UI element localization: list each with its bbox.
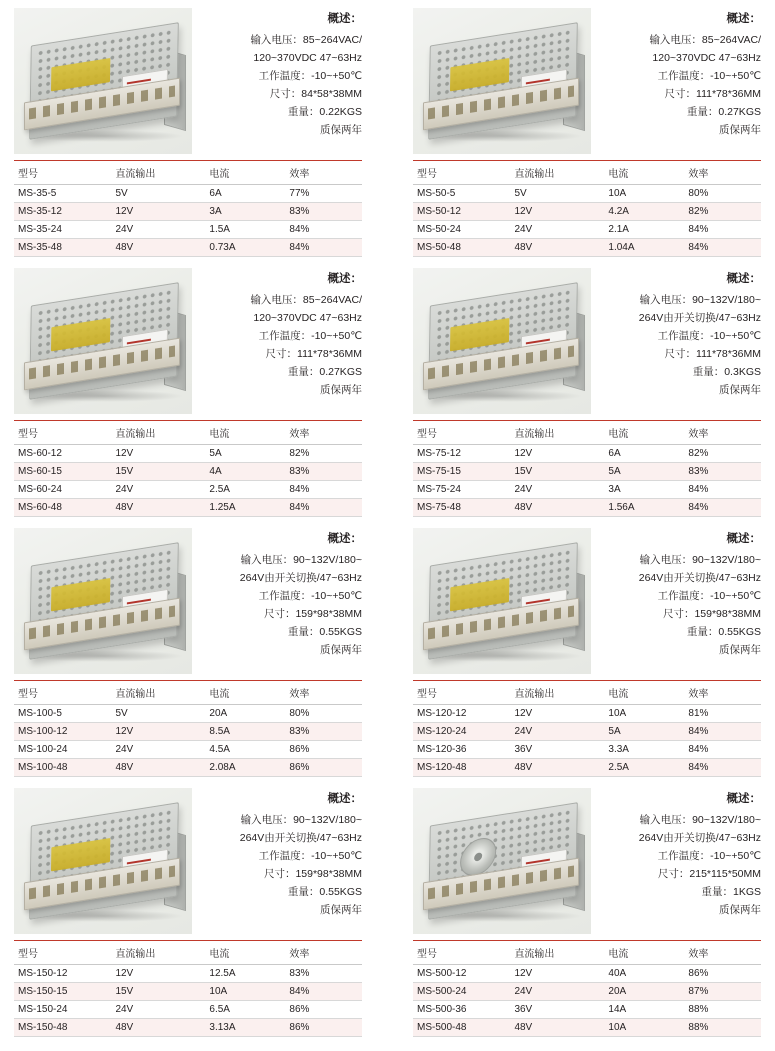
spec-cell: 88% — [684, 1001, 761, 1019]
spec-line: 工作温度：-10~+50℃ — [258, 69, 362, 82]
table-row — [413, 463, 761, 481]
product-block — [413, 8, 761, 257]
model-spec-table — [413, 940, 761, 1037]
spec-cell: 12V — [111, 965, 205, 983]
spec-line: 质保两年 — [320, 384, 362, 396]
model-spec-table — [14, 420, 362, 517]
spec-summary — [591, 268, 761, 399]
spec-cell: 86% — [285, 1019, 362, 1037]
spec-line: 重量：0.22KGS — [287, 105, 362, 118]
table-row — [413, 983, 761, 1001]
model-number-cell: MS-100-24 — [14, 741, 111, 759]
spec-cell: 4A — [205, 463, 285, 481]
spec-line: 尺寸：111*78*36MM — [664, 87, 761, 100]
table-row — [14, 741, 362, 759]
model-number-cell: MS-75-48 — [413, 499, 510, 517]
power-supply-photo — [14, 528, 192, 674]
column-header: 效率 — [684, 421, 761, 445]
spec-cell: 10A — [604, 705, 684, 723]
spec-line: 尺寸：111*78*36MM — [664, 347, 761, 360]
spec-summary — [192, 8, 362, 139]
column-header: 型号 — [14, 161, 111, 185]
spec-cell: 2.08A — [205, 759, 285, 777]
spec-line: 输入电压：90~132V/180~ — [240, 553, 362, 566]
spec-cell: 12V — [111, 723, 205, 741]
model-spec-table — [413, 680, 761, 777]
spec-line: 质保两年 — [719, 124, 761, 136]
spec-cell: 15V — [111, 463, 205, 481]
spec-cell: 12V — [510, 203, 604, 221]
spec-line: 重量：0.55KGS — [686, 625, 761, 638]
table-header-row — [413, 421, 761, 445]
table-row — [14, 185, 362, 203]
model-number-cell: MS-35-12 — [14, 203, 111, 221]
table-header-row — [413, 681, 761, 705]
spec-cell: 24V — [510, 481, 604, 499]
spec-cell: 84% — [684, 741, 761, 759]
spec-cell: 88% — [684, 1019, 761, 1037]
spec-cell: 3A — [604, 481, 684, 499]
spec-cell: 24V — [510, 983, 604, 1001]
product-block — [14, 528, 362, 777]
spec-line: 质保两年 — [719, 644, 761, 656]
spec-cell: 81% — [684, 705, 761, 723]
product-block — [413, 788, 761, 1037]
spec-cell: 84% — [684, 481, 761, 499]
model-spec-table — [413, 160, 761, 257]
model-spec-table — [14, 160, 362, 257]
spec-cell: 86% — [285, 759, 362, 777]
model-number-cell: MS-120-12 — [413, 705, 510, 723]
spec-line: 120~370VDC 47~63Hz — [652, 51, 761, 64]
spec-line: 重量：1KGS — [701, 885, 761, 898]
product-block — [413, 268, 761, 517]
model-spec-table — [14, 940, 362, 1037]
table-row — [14, 965, 362, 983]
column-header: 型号 — [413, 941, 510, 965]
spec-cell: 3.13A — [205, 1019, 285, 1037]
spec-cell: 15V — [111, 983, 205, 1001]
spec-cell: 84% — [684, 723, 761, 741]
spec-line: 重量：0.55KGS — [287, 885, 362, 898]
table-header-row — [14, 421, 362, 445]
column-header: 直流输出 — [111, 681, 205, 705]
spec-summary — [192, 788, 362, 919]
spec-line: 264V由开关切换/47~63Hz — [638, 831, 761, 844]
column-header: 直流输出 — [510, 161, 604, 185]
product-block — [14, 268, 362, 517]
table-row — [413, 723, 761, 741]
column-header: 效率 — [684, 681, 761, 705]
table-row — [14, 759, 362, 777]
spec-line: 质保两年 — [320, 904, 362, 916]
table-row — [413, 203, 761, 221]
spec-cell: 24V — [111, 481, 205, 499]
spec-cell: 24V — [510, 723, 604, 741]
spec-line: 输入电压：90~132V/180~ — [639, 813, 761, 826]
spec-cell: 82% — [285, 445, 362, 463]
spec-summary-title: 概述： — [327, 273, 362, 285]
spec-cell: 10A — [205, 983, 285, 1001]
spec-cell: 6A — [205, 185, 285, 203]
table-row — [413, 221, 761, 239]
model-number-cell: MS-50-5 — [413, 185, 510, 203]
spec-cell: 86% — [285, 1001, 362, 1019]
column-header: 直流输出 — [111, 161, 205, 185]
spec-line: 工作温度：-10~+50℃ — [258, 589, 362, 602]
spec-cell: 1.04A — [604, 239, 684, 257]
model-number-cell: MS-150-48 — [14, 1019, 111, 1037]
spec-summary-title: 概述： — [327, 533, 362, 545]
column-header: 效率 — [285, 681, 362, 705]
product-block — [14, 8, 362, 257]
spec-cell: 4.2A — [604, 203, 684, 221]
table-row — [413, 705, 761, 723]
spec-cell: 86% — [684, 965, 761, 983]
spec-cell: 12.5A — [205, 965, 285, 983]
spec-cell: 1.5A — [205, 221, 285, 239]
model-number-cell: MS-75-15 — [413, 463, 510, 481]
spec-cell: 5A — [604, 723, 684, 741]
product-block — [14, 788, 362, 1037]
table-header-row — [14, 941, 362, 965]
table-row — [14, 203, 362, 221]
spec-cell: 1.25A — [205, 499, 285, 517]
spec-line: 尺寸：111*78*36MM — [265, 347, 362, 360]
power-supply-photo — [413, 788, 591, 934]
spec-cell: 2.5A — [205, 481, 285, 499]
column-header: 直流输出 — [111, 421, 205, 445]
spec-line: 尺寸：215*115*50MM — [657, 867, 761, 880]
model-number-cell: MS-500-36 — [413, 1001, 510, 1019]
column-header: 直流输出 — [510, 421, 604, 445]
spec-cell: 3A — [205, 203, 285, 221]
power-supply-photo — [14, 8, 192, 154]
spec-cell: 87% — [684, 983, 761, 1001]
spec-line: 输入电压：90~132V/180~ — [639, 293, 761, 306]
spec-cell: 48V — [111, 499, 205, 517]
power-supply-photo — [413, 8, 591, 154]
model-number-cell: MS-100-5 — [14, 705, 111, 723]
spec-line: 尺寸：84*58*38MM — [269, 87, 362, 100]
column-header: 效率 — [684, 161, 761, 185]
column-header: 电流 — [604, 681, 684, 705]
spec-cell: 84% — [285, 499, 362, 517]
model-number-cell: MS-35-24 — [14, 221, 111, 239]
table-row — [14, 1019, 362, 1037]
product-header — [14, 8, 362, 156]
spec-cell: 20A — [604, 983, 684, 1001]
spec-line: 工作温度：-10~+50℃ — [258, 329, 362, 342]
spec-line: 输入电压：85~264VAC/ — [649, 33, 761, 46]
spec-summary-title: 概述： — [327, 13, 362, 25]
table-row — [14, 499, 362, 517]
model-number-cell: MS-500-24 — [413, 983, 510, 1001]
table-row — [413, 445, 761, 463]
column-header: 效率 — [285, 941, 362, 965]
table-row — [14, 481, 362, 499]
column-header: 电流 — [205, 681, 285, 705]
table-row — [14, 239, 362, 257]
spec-cell: 82% — [684, 203, 761, 221]
spec-cell: 77% — [285, 185, 362, 203]
spec-line: 重量：0.27KGS — [287, 365, 362, 378]
model-number-cell: MS-500-12 — [413, 965, 510, 983]
spec-line: 输入电压：90~132V/180~ — [240, 813, 362, 826]
spec-cell: 82% — [684, 445, 761, 463]
spec-cell: 2.1A — [604, 221, 684, 239]
product-header — [14, 528, 362, 676]
spec-summary — [192, 268, 362, 399]
spec-summary — [591, 528, 761, 659]
spec-line: 质保两年 — [320, 644, 362, 656]
spec-cell: 10A — [604, 1019, 684, 1037]
model-number-cell: MS-35-5 — [14, 185, 111, 203]
spec-line: 工作温度：-10~+50℃ — [657, 589, 761, 602]
spec-cell: 6A — [604, 445, 684, 463]
model-spec-table — [14, 680, 362, 777]
spec-cell: 6.5A — [205, 1001, 285, 1019]
model-number-cell: MS-50-12 — [413, 203, 510, 221]
spec-cell: 20A — [205, 705, 285, 723]
power-supply-photo — [14, 268, 192, 414]
spec-cell: 12V — [510, 445, 604, 463]
table-row — [14, 1001, 362, 1019]
column-header: 电流 — [205, 421, 285, 445]
model-number-cell: MS-150-24 — [14, 1001, 111, 1019]
spec-cell: 83% — [285, 203, 362, 221]
spec-line: 工作温度：-10~+50℃ — [657, 69, 761, 82]
spec-cell: 48V — [510, 1019, 604, 1037]
model-number-cell: MS-75-24 — [413, 481, 510, 499]
table-header-row — [413, 161, 761, 185]
spec-cell: 5V — [111, 705, 205, 723]
column-header: 电流 — [205, 161, 285, 185]
spec-cell: 80% — [684, 185, 761, 203]
spec-line: 尺寸：159*98*38MM — [662, 607, 761, 620]
column-header: 直流输出 — [510, 681, 604, 705]
spec-line: 264V由开关切换/47~63Hz — [638, 311, 761, 324]
spec-cell: 24V — [111, 221, 205, 239]
spec-line: 输入电压：85~264VAC/ — [250, 33, 362, 46]
spec-summary — [591, 788, 761, 919]
spec-summary — [591, 8, 761, 139]
spec-cell: 36V — [510, 1001, 604, 1019]
table-row — [413, 1001, 761, 1019]
model-number-cell: MS-120-48 — [413, 759, 510, 777]
spec-cell: 24V — [111, 1001, 205, 1019]
column-header: 电流 — [604, 161, 684, 185]
table-header-row — [14, 681, 362, 705]
spec-cell: 12V — [111, 445, 205, 463]
table-row — [14, 445, 362, 463]
product-header — [413, 528, 761, 676]
spec-line: 264V由开关切换/47~63Hz — [638, 571, 761, 584]
model-number-cell: MS-60-12 — [14, 445, 111, 463]
spec-cell: 36V — [510, 741, 604, 759]
spec-cell: 5A — [604, 463, 684, 481]
column-header: 效率 — [285, 421, 362, 445]
model-number-cell: MS-75-12 — [413, 445, 510, 463]
table-row — [413, 185, 761, 203]
table-row — [14, 723, 362, 741]
power-supply-photo — [14, 788, 192, 934]
product-block — [413, 528, 761, 777]
column-header: 型号 — [413, 161, 510, 185]
model-number-cell: MS-120-36 — [413, 741, 510, 759]
column-header: 型号 — [14, 941, 111, 965]
spec-cell: 84% — [684, 759, 761, 777]
column-header: 直流输出 — [510, 941, 604, 965]
spec-cell: 4.5A — [205, 741, 285, 759]
table-header-row — [14, 161, 362, 185]
model-number-cell: MS-150-12 — [14, 965, 111, 983]
spec-cell: 86% — [285, 741, 362, 759]
spec-cell: 80% — [285, 705, 362, 723]
spec-summary-title: 概述： — [726, 533, 761, 545]
model-number-cell: MS-60-48 — [14, 499, 111, 517]
table-row — [413, 741, 761, 759]
spec-cell: 84% — [285, 983, 362, 1001]
spec-line: 输入电压：85~264VAC/ — [250, 293, 362, 306]
spec-cell: 12V — [510, 705, 604, 723]
spec-line: 工作温度：-10~+50℃ — [657, 329, 761, 342]
power-supply-photo — [413, 268, 591, 414]
spec-cell: 48V — [111, 759, 205, 777]
spec-cell: 2.5A — [604, 759, 684, 777]
product-header — [14, 788, 362, 936]
spec-summary — [192, 528, 362, 659]
product-header — [413, 8, 761, 156]
spec-cell: 5V — [111, 185, 205, 203]
spec-cell: 5A — [205, 445, 285, 463]
table-row — [413, 759, 761, 777]
spec-line: 重量：0.27KGS — [686, 105, 761, 118]
model-number-cell: MS-150-15 — [14, 983, 111, 1001]
column-header: 效率 — [684, 941, 761, 965]
spec-cell: 83% — [285, 723, 362, 741]
spec-cell: 84% — [684, 239, 761, 257]
table-header-row — [413, 941, 761, 965]
spec-cell: 48V — [510, 499, 604, 517]
spec-cell: 14A — [604, 1001, 684, 1019]
spec-line: 重量：0.3KGS — [692, 365, 761, 378]
spec-line: 质保两年 — [320, 124, 362, 136]
column-header: 型号 — [413, 681, 510, 705]
model-number-cell: MS-35-48 — [14, 239, 111, 257]
spec-line: 重量：0.55KGS — [287, 625, 362, 638]
column-header: 型号 — [14, 681, 111, 705]
table-row — [14, 705, 362, 723]
spec-cell: 84% — [285, 239, 362, 257]
spec-cell: 48V — [510, 759, 604, 777]
spec-line: 尺寸：159*98*38MM — [263, 867, 362, 880]
spec-line: 264V由开关切换/47~63Hz — [239, 571, 362, 584]
table-row — [14, 463, 362, 481]
spec-cell: 12V — [510, 965, 604, 983]
table-row — [14, 221, 362, 239]
spec-cell: 84% — [684, 221, 761, 239]
model-number-cell: MS-500-48 — [413, 1019, 510, 1037]
column-header: 电流 — [604, 941, 684, 965]
product-header — [413, 268, 761, 416]
column-header: 效率 — [285, 161, 362, 185]
spec-cell: 48V — [111, 1019, 205, 1037]
spec-line: 质保两年 — [719, 384, 761, 396]
spec-summary-title: 概述： — [726, 273, 761, 285]
model-number-cell: MS-50-24 — [413, 221, 510, 239]
column-header: 直流输出 — [111, 941, 205, 965]
table-row — [413, 965, 761, 983]
table-row — [413, 481, 761, 499]
column-header: 电流 — [205, 941, 285, 965]
table-row — [413, 499, 761, 517]
spec-cell: 24V — [111, 741, 205, 759]
product-header — [413, 788, 761, 936]
spec-cell: 84% — [684, 499, 761, 517]
spec-cell: 84% — [285, 481, 362, 499]
model-spec-table — [413, 420, 761, 517]
spec-summary-title: 概述： — [726, 13, 761, 25]
spec-cell: 3.3A — [604, 741, 684, 759]
spec-cell: 10A — [604, 185, 684, 203]
model-number-cell: MS-50-48 — [413, 239, 510, 257]
spec-line: 120~370VDC 47~63Hz — [253, 51, 362, 64]
product-grid — [14, 8, 761, 1048]
spec-line: 工作温度：-10~+50℃ — [657, 849, 761, 862]
spec-summary-title: 概述： — [726, 793, 761, 805]
spec-summary-title: 概述： — [327, 793, 362, 805]
spec-cell: 5V — [510, 185, 604, 203]
column-header: 型号 — [14, 421, 111, 445]
product-header — [14, 268, 362, 416]
spec-cell: 84% — [285, 221, 362, 239]
spec-line: 输入电压：90~132V/180~ — [639, 553, 761, 566]
model-number-cell: MS-120-24 — [413, 723, 510, 741]
spec-cell: 0.73A — [205, 239, 285, 257]
spec-cell: 8.5A — [205, 723, 285, 741]
spec-line: 工作温度：-10~+50℃ — [258, 849, 362, 862]
spec-line: 质保两年 — [719, 904, 761, 916]
spec-cell: 83% — [285, 965, 362, 983]
table-row — [14, 983, 362, 1001]
spec-cell: 12V — [111, 203, 205, 221]
model-number-cell: MS-60-24 — [14, 481, 111, 499]
spec-cell: 1.56A — [604, 499, 684, 517]
spec-cell: 48V — [111, 239, 205, 257]
column-header: 型号 — [413, 421, 510, 445]
model-number-cell: MS-100-12 — [14, 723, 111, 741]
table-row — [413, 1019, 761, 1037]
model-number-cell: MS-60-15 — [14, 463, 111, 481]
spec-line: 264V由开关切换/47~63Hz — [239, 831, 362, 844]
spec-cell: 83% — [285, 463, 362, 481]
spec-line: 120~370VDC 47~63Hz — [253, 311, 362, 324]
power-supply-photo — [413, 528, 591, 674]
spec-cell: 24V — [510, 221, 604, 239]
table-row — [413, 239, 761, 257]
spec-line: 尺寸：159*98*38MM — [263, 607, 362, 620]
spec-cell: 83% — [684, 463, 761, 481]
column-header: 电流 — [604, 421, 684, 445]
spec-cell: 40A — [604, 965, 684, 983]
model-number-cell: MS-100-48 — [14, 759, 111, 777]
spec-cell: 15V — [510, 463, 604, 481]
spec-cell: 48V — [510, 239, 604, 257]
